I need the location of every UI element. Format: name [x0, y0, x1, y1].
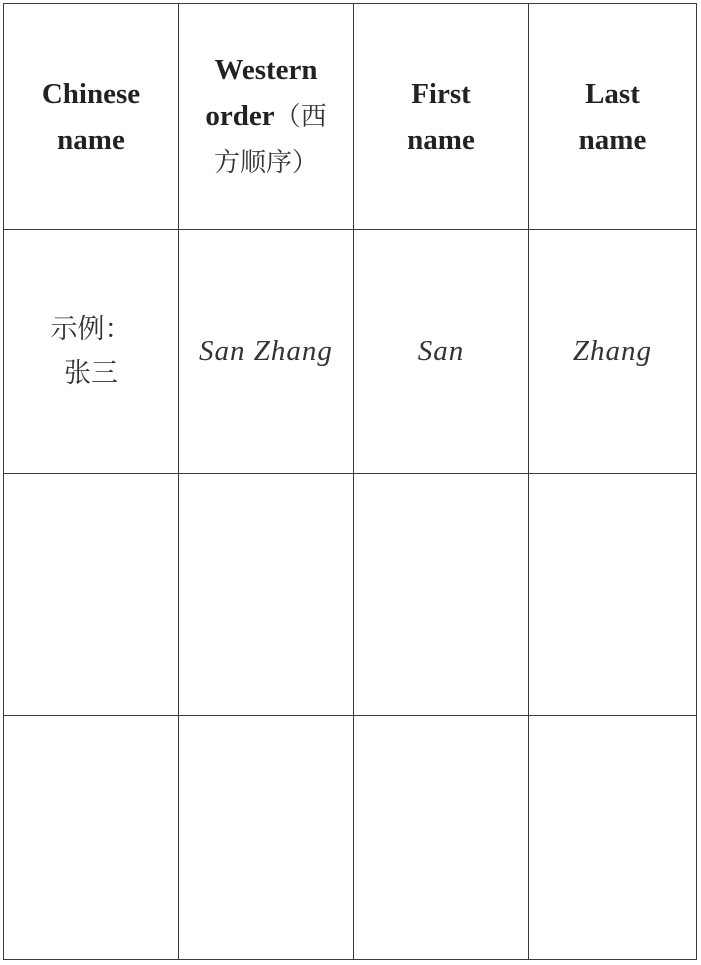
example-last-name-cell: Zhang [529, 230, 697, 474]
header-row [4, 4, 697, 230]
header-chinese-name [4, 4, 179, 230]
header-chinese-name-line2: name [57, 123, 125, 156]
blank-cell-first-name-2[interactable] [354, 716, 529, 960]
header-western-order [179, 4, 354, 230]
blank-cell-western-order-2[interactable] [179, 716, 354, 960]
blank-cell-last-name-1[interactable] [529, 474, 697, 716]
blank-cell-western-order-1[interactable] [179, 474, 354, 716]
example-first-name-cell: San [354, 230, 529, 474]
header-first-name [354, 4, 529, 230]
header-last-name-line1: Last [585, 77, 640, 110]
example-western-order-cell: San Zhang [179, 230, 354, 474]
example-chinese-name-cell [4, 230, 179, 474]
header-western-order-line1: Western [214, 54, 318, 86]
blank-row-1 [4, 474, 697, 716]
name-order-table [3, 3, 697, 960]
header-chinese-name-line1: Chinese [41, 77, 141, 110]
header-last-name-line2: name [578, 123, 647, 156]
blank-row-2 [4, 716, 697, 960]
header-western-order-line2 [185, 93, 347, 140]
name-order-worksheet [3, 3, 696, 959]
blank-cell-last-name-2[interactable] [529, 716, 697, 960]
blank-cell-chinese-name-2[interactable] [4, 716, 179, 960]
header-first-name-line1: First [411, 77, 471, 110]
example-chinese-name: 张三 [64, 357, 118, 389]
header-last-name [529, 4, 697, 230]
header-first-name-line2: name [407, 123, 475, 156]
header-western-order-cjk-a: （西 [274, 102, 327, 132]
header-western-order-en: order [205, 100, 275, 132]
example-row [4, 230, 697, 474]
blank-cell-first-name-1[interactable] [354, 474, 529, 716]
blank-cell-chinese-name-1[interactable] [4, 474, 179, 716]
example-label: 示例： [50, 313, 132, 345]
header-western-order-cjk-b: 方顺序） [213, 148, 318, 178]
